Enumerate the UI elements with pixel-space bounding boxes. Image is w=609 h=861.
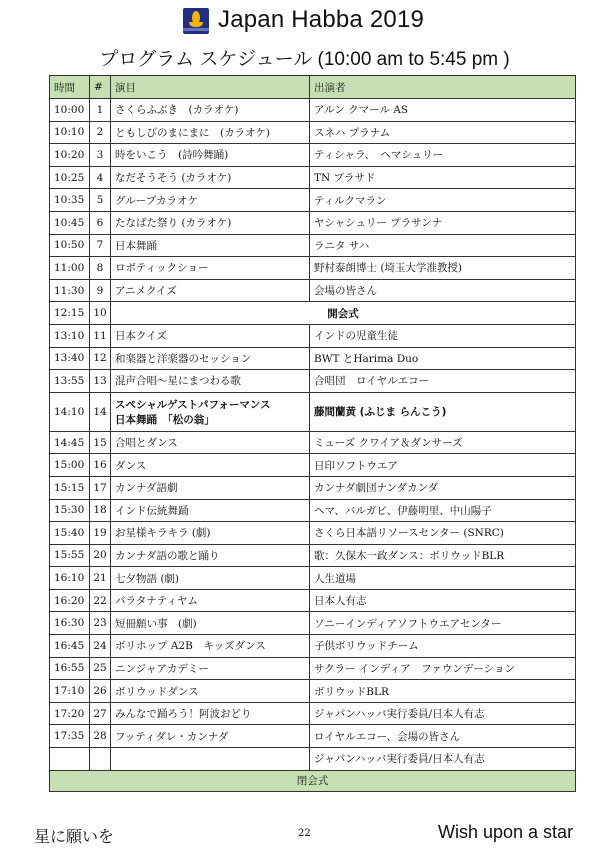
performer-cell: サクラー インディア ファウンデーション [310,657,576,680]
time-cell: 17:35 [50,725,90,748]
number-cell: 7 [90,234,111,257]
number-cell: 11 [90,324,111,347]
table-row [50,725,576,748]
table-row [50,234,576,257]
performer-cell: ヤシャシュリー プラサンナ [310,211,576,234]
time-cell: 10:35 [50,189,90,212]
table-row [50,431,576,454]
column-header-performer: 出演者 [310,76,576,99]
performer-cell: インドの児童生徒 [310,324,576,347]
number-cell: 10 [90,302,111,325]
program-cell: 七夕物語 (劇) [111,567,310,590]
program-cell: ともしびのまにまに (カラオケ) [111,121,310,144]
table-row [50,680,576,703]
number-cell: 24 [90,635,111,658]
program-cell: ボリホップ A2B キッズダンス [111,635,310,658]
program-cell: グループカラオケ [111,189,310,212]
number-cell: 6 [90,211,111,234]
logo-caption-bar [183,28,209,31]
performer-cell: ボリウッドBLR [310,680,576,703]
program-cell: 日本クイズ [111,324,310,347]
table-row [50,121,576,144]
time-cell: 10:20 [50,144,90,167]
table-row [50,748,576,771]
page-number: 22 [298,828,311,839]
performer-cell: ジャパンハッバ実行委員/日本人有志 [310,702,576,725]
page-title: Japan Habba 2019 [218,6,425,33]
performer-cell: ソニーインディアソフトウエアセンター [310,612,576,635]
table-row [50,522,576,545]
table-row [50,476,576,499]
performer-cell: 子供ボリウッドチーム [310,635,576,658]
time-cell: 10:50 [50,234,90,257]
program-line: 日本舞踊 「松の翁」 [115,413,215,426]
lamp-bowl-shape [189,22,203,27]
number-cell: 17 [90,476,111,499]
performer-cell: 日本人有志 [310,589,576,612]
time-cell: 13:40 [50,347,90,370]
table-row [50,144,576,167]
performer-cell: さくら日本語リソースセンター (SNRC) [310,522,576,545]
performer-cell: 合唱団 ロイヤルエコー [310,370,576,393]
closing-ceremony-label: 閉会式 [50,770,576,791]
performer-cell: ロイヤルエコー、会場の皆さん [310,725,576,748]
lamp-logo-icon [183,8,209,34]
number-cell: 5 [90,189,111,212]
time-cell: 15:30 [50,499,90,522]
number-cell: 9 [90,279,111,302]
program-cell: 時をいこう (詩吟舞踊) [111,144,310,167]
performer-cell: BWT とHarima Duo [310,347,576,370]
program-cell: パラタナティヤム [111,589,310,612]
table-row [50,544,576,567]
number-cell: 27 [90,702,111,725]
number-cell [90,748,111,771]
time-cell: 17:20 [50,702,90,725]
program-cell: インド伝統舞踊 [111,499,310,522]
program-cell: さくらふぶき (カラオケ) [111,99,310,122]
time-cell: 11:30 [50,279,90,302]
table-row [50,257,576,280]
program-cell: カンナダ語劇 [111,476,310,499]
table-row [50,635,576,658]
performer-cell: 野村泰朗博士 (埼玉大学准教授) [310,257,576,280]
number-cell: 2 [90,121,111,144]
performer-cell: ジャパンハッバ実行委員/日本人有志 [310,748,576,771]
number-cell: 26 [90,680,111,703]
performer-cell: ミューズ クワイア＆ダンサーズ [310,431,576,454]
table-row [50,589,576,612]
performer-cell: スネハ プラナム [310,121,576,144]
program-cell: アニメクイズ [111,279,310,302]
table-row [50,347,576,370]
column-header-number: # [90,76,111,99]
program-cell [111,748,310,771]
program-cell [111,392,310,431]
performer-cell: ヘマ、バルガビ、伊藤明里、中山陽子 [310,499,576,522]
schedule-table [49,75,576,792]
table-row [50,612,576,635]
table-row [50,392,576,431]
merged-event-cell: 開会式 [111,302,576,325]
table-row [50,279,576,302]
time-cell: 16:30 [50,612,90,635]
footer-left-text: 星に願いを [34,827,115,846]
performer-cell: 歌：久保木一政ダンス：ボリウッドBLR [310,544,576,567]
program-cell: みんなで踊ろう！阿波おどり [111,702,310,725]
program-cell: フッティダレ・カンナダ [111,725,310,748]
program-cell: 日本舞踊 [111,234,310,257]
time-cell: 17:10 [50,680,90,703]
time-cell: 15:40 [50,522,90,545]
time-cell: 13:10 [50,324,90,347]
performer-cell: TN プラサド [310,166,576,189]
time-cell: 15:00 [50,454,90,477]
time-cell: 10:25 [50,166,90,189]
program-cell: ニンジャアカデミー [111,657,310,680]
time-cell [50,748,90,771]
number-cell: 20 [90,544,111,567]
closing-row [50,770,576,791]
time-cell: 15:15 [50,476,90,499]
number-cell: 1 [90,99,111,122]
header-row [50,76,576,99]
page-subtitle: プログラム スケジュール (10:00 am to 5:45 pm ) [99,49,510,70]
program-cell: なだそうそう (カラオケ) [111,166,310,189]
time-cell: 10:10 [50,121,90,144]
program-cell: たなばた祭り (カラオケ) [111,211,310,234]
performer-cell: 会場の皆さん [310,279,576,302]
number-cell: 12 [90,347,111,370]
time-cell: 16:45 [50,635,90,658]
table-row [50,702,576,725]
number-cell: 23 [90,612,111,635]
number-cell: 28 [90,725,111,748]
number-cell: 13 [90,370,111,393]
table-row [50,499,576,522]
table-row [50,454,576,477]
time-cell: 10:00 [50,99,90,122]
performer-cell: カンナダ劇団ナンダカンダ [310,476,576,499]
column-header-program: 演目 [111,76,310,99]
performer-cell: ティシャラ、 ヘマシュリー [310,144,576,167]
performer-cell: ティルクマラン [310,189,576,212]
number-cell: 21 [90,567,111,590]
time-cell: 14:45 [50,431,90,454]
number-cell: 4 [90,166,111,189]
program-cell: ロボティックショー [111,257,310,280]
program-cell: 合唱とダンス [111,431,310,454]
performer-cell: ラニタ サハ [310,234,576,257]
table-row [50,567,576,590]
number-cell: 15 [90,431,111,454]
number-cell: 3 [90,144,111,167]
program-cell: お星様キラキラ (劇) [111,522,310,545]
time-cell: 16:20 [50,589,90,612]
time-cell: 12:15 [50,302,90,325]
program-line: スペシャルゲストパフォーマンス [115,398,271,411]
table-row [50,370,576,393]
time-cell: 10:45 [50,211,90,234]
program-cell: カンナダ語の歌と踊り [111,544,310,567]
time-cell: 16:10 [50,567,90,590]
number-cell: 14 [90,392,111,431]
table-row [50,302,576,325]
table-row [50,657,576,680]
time-cell: 16:55 [50,657,90,680]
time-cell: 11:00 [50,257,90,280]
program-cell: 短冊願い事 (劇) [111,612,310,635]
program-cell: ボリウッドダンス [111,680,310,703]
number-cell: 25 [90,657,111,680]
number-cell: 16 [90,454,111,477]
program-cell: 和楽器と洋楽器のセッション [111,347,310,370]
performer-cell: 日印ソフトウエア [310,454,576,477]
table-row [50,99,576,122]
number-cell: 19 [90,522,111,545]
time-cell: 13:55 [50,370,90,393]
number-cell: 22 [90,589,111,612]
time-cell: 15:55 [50,544,90,567]
footer-right-text: Wish upon a star [438,822,574,842]
program-cell: ダンス [111,454,310,477]
number-cell: 18 [90,499,111,522]
performer-cell: アルン クマール AS [310,99,576,122]
table-row [50,324,576,347]
number-cell: 8 [90,257,111,280]
column-header-time: 時間 [50,76,90,99]
table-row [50,211,576,234]
table-row [50,189,576,212]
time-cell: 14:10 [50,392,90,431]
performer-cell: 藤間蘭黄 (ふじま らんこう) [310,392,576,431]
table-row [50,166,576,189]
performer-cell: 人生道場 [310,567,576,590]
program-cell: 混声合唱～星にまつわる歌 [111,370,310,393]
